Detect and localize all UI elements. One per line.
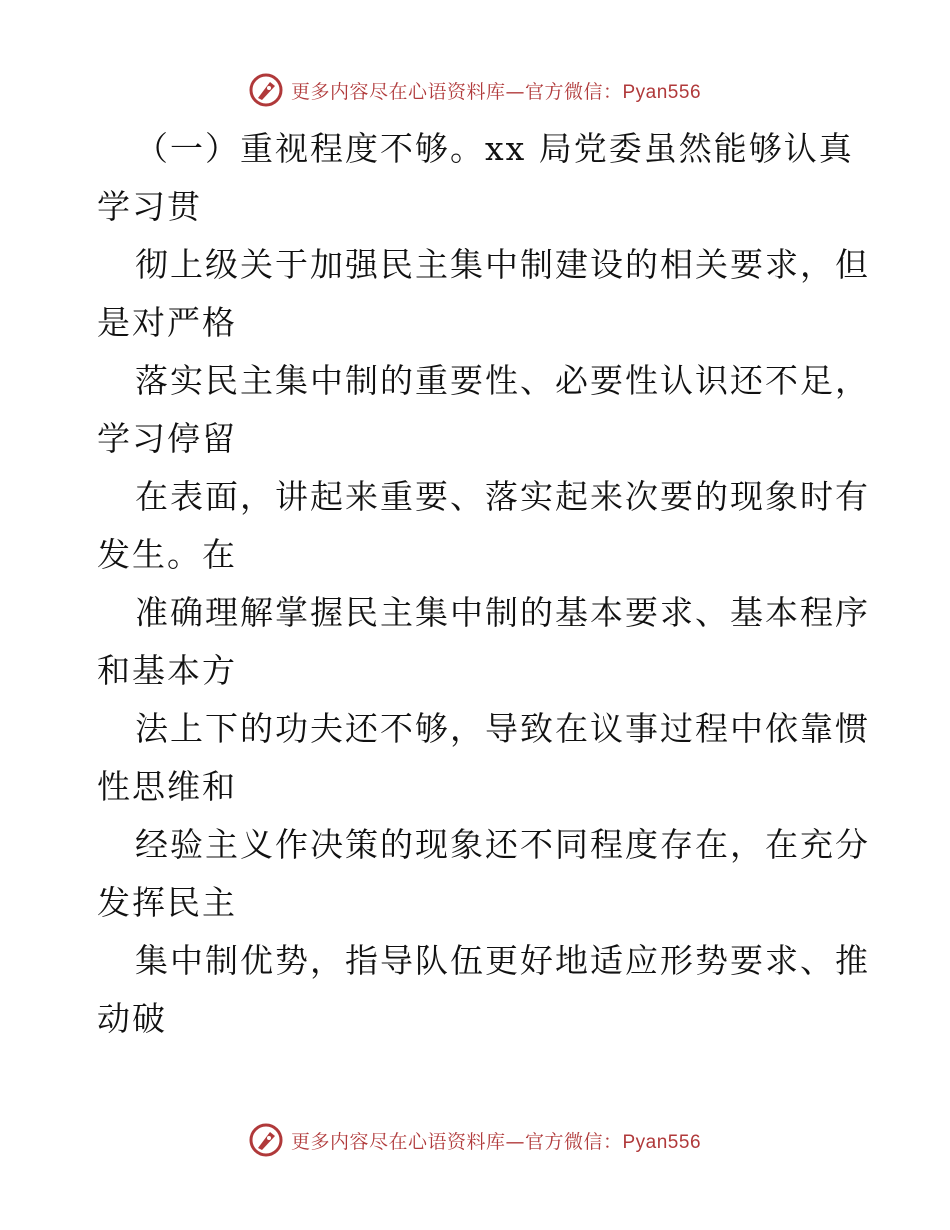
footer-banner-separator: — [505,1130,525,1153]
footer-banner-main: 更多内容尽在心语资料库 [290,1130,506,1153]
document-body [97,120,870,1048]
body-line: 性思维和 [97,767,237,806]
body-line: 彻上级关于加强民主集中制建设的相关要求，但 [135,245,870,284]
header-banner-main: 更多内容尽在心语资料库 [290,80,506,103]
header-banner [0,70,950,110]
header-banner-separator: — [505,80,525,103]
body-line: 学习贯 [97,187,202,226]
header-banner-wechat-label: 官方微信： [524,80,623,103]
body-line: 动破 [97,999,167,1038]
body-line: 法上下的功夫还不够，导致在议事过程中依靠惯 [135,709,870,748]
body-line: （一）重视程度不够。xx 局党委虽然能够认真 [135,129,854,168]
footer-banner-wechat-id: Pyan556 [622,1131,702,1153]
body-line: 学习停留 [97,419,237,458]
body-line: 落实民主集中制的重要性、必要性认识还不足， [135,361,870,400]
body-line: 经验主义作决策的现象还不同程度存在，在充分 [135,825,870,864]
body-line: 发生。在 [97,535,237,574]
footer-banner-text [291,1127,701,1154]
pen-nib-logo-icon [249,73,283,107]
pen-nib-logo-icon [249,1123,283,1157]
header-banner-text [291,77,701,104]
footer-banner-wechat-label: 官方微信： [524,1130,623,1153]
footer-banner [0,1120,950,1160]
body-line: 在表面，讲起来重要、落实起来次要的现象时有 [135,477,870,516]
header-banner-wechat-id: Pyan556 [622,81,702,103]
body-line: 准确理解掌握民主集中制的基本要求、基本程序 [135,593,870,632]
body-line: 是对严格 [97,303,237,342]
body-line: 集中制优势，指导队伍更好地适应形势要求、推 [135,941,870,980]
body-line: 和基本方 [97,651,237,690]
body-line: 发挥民主 [97,883,237,922]
